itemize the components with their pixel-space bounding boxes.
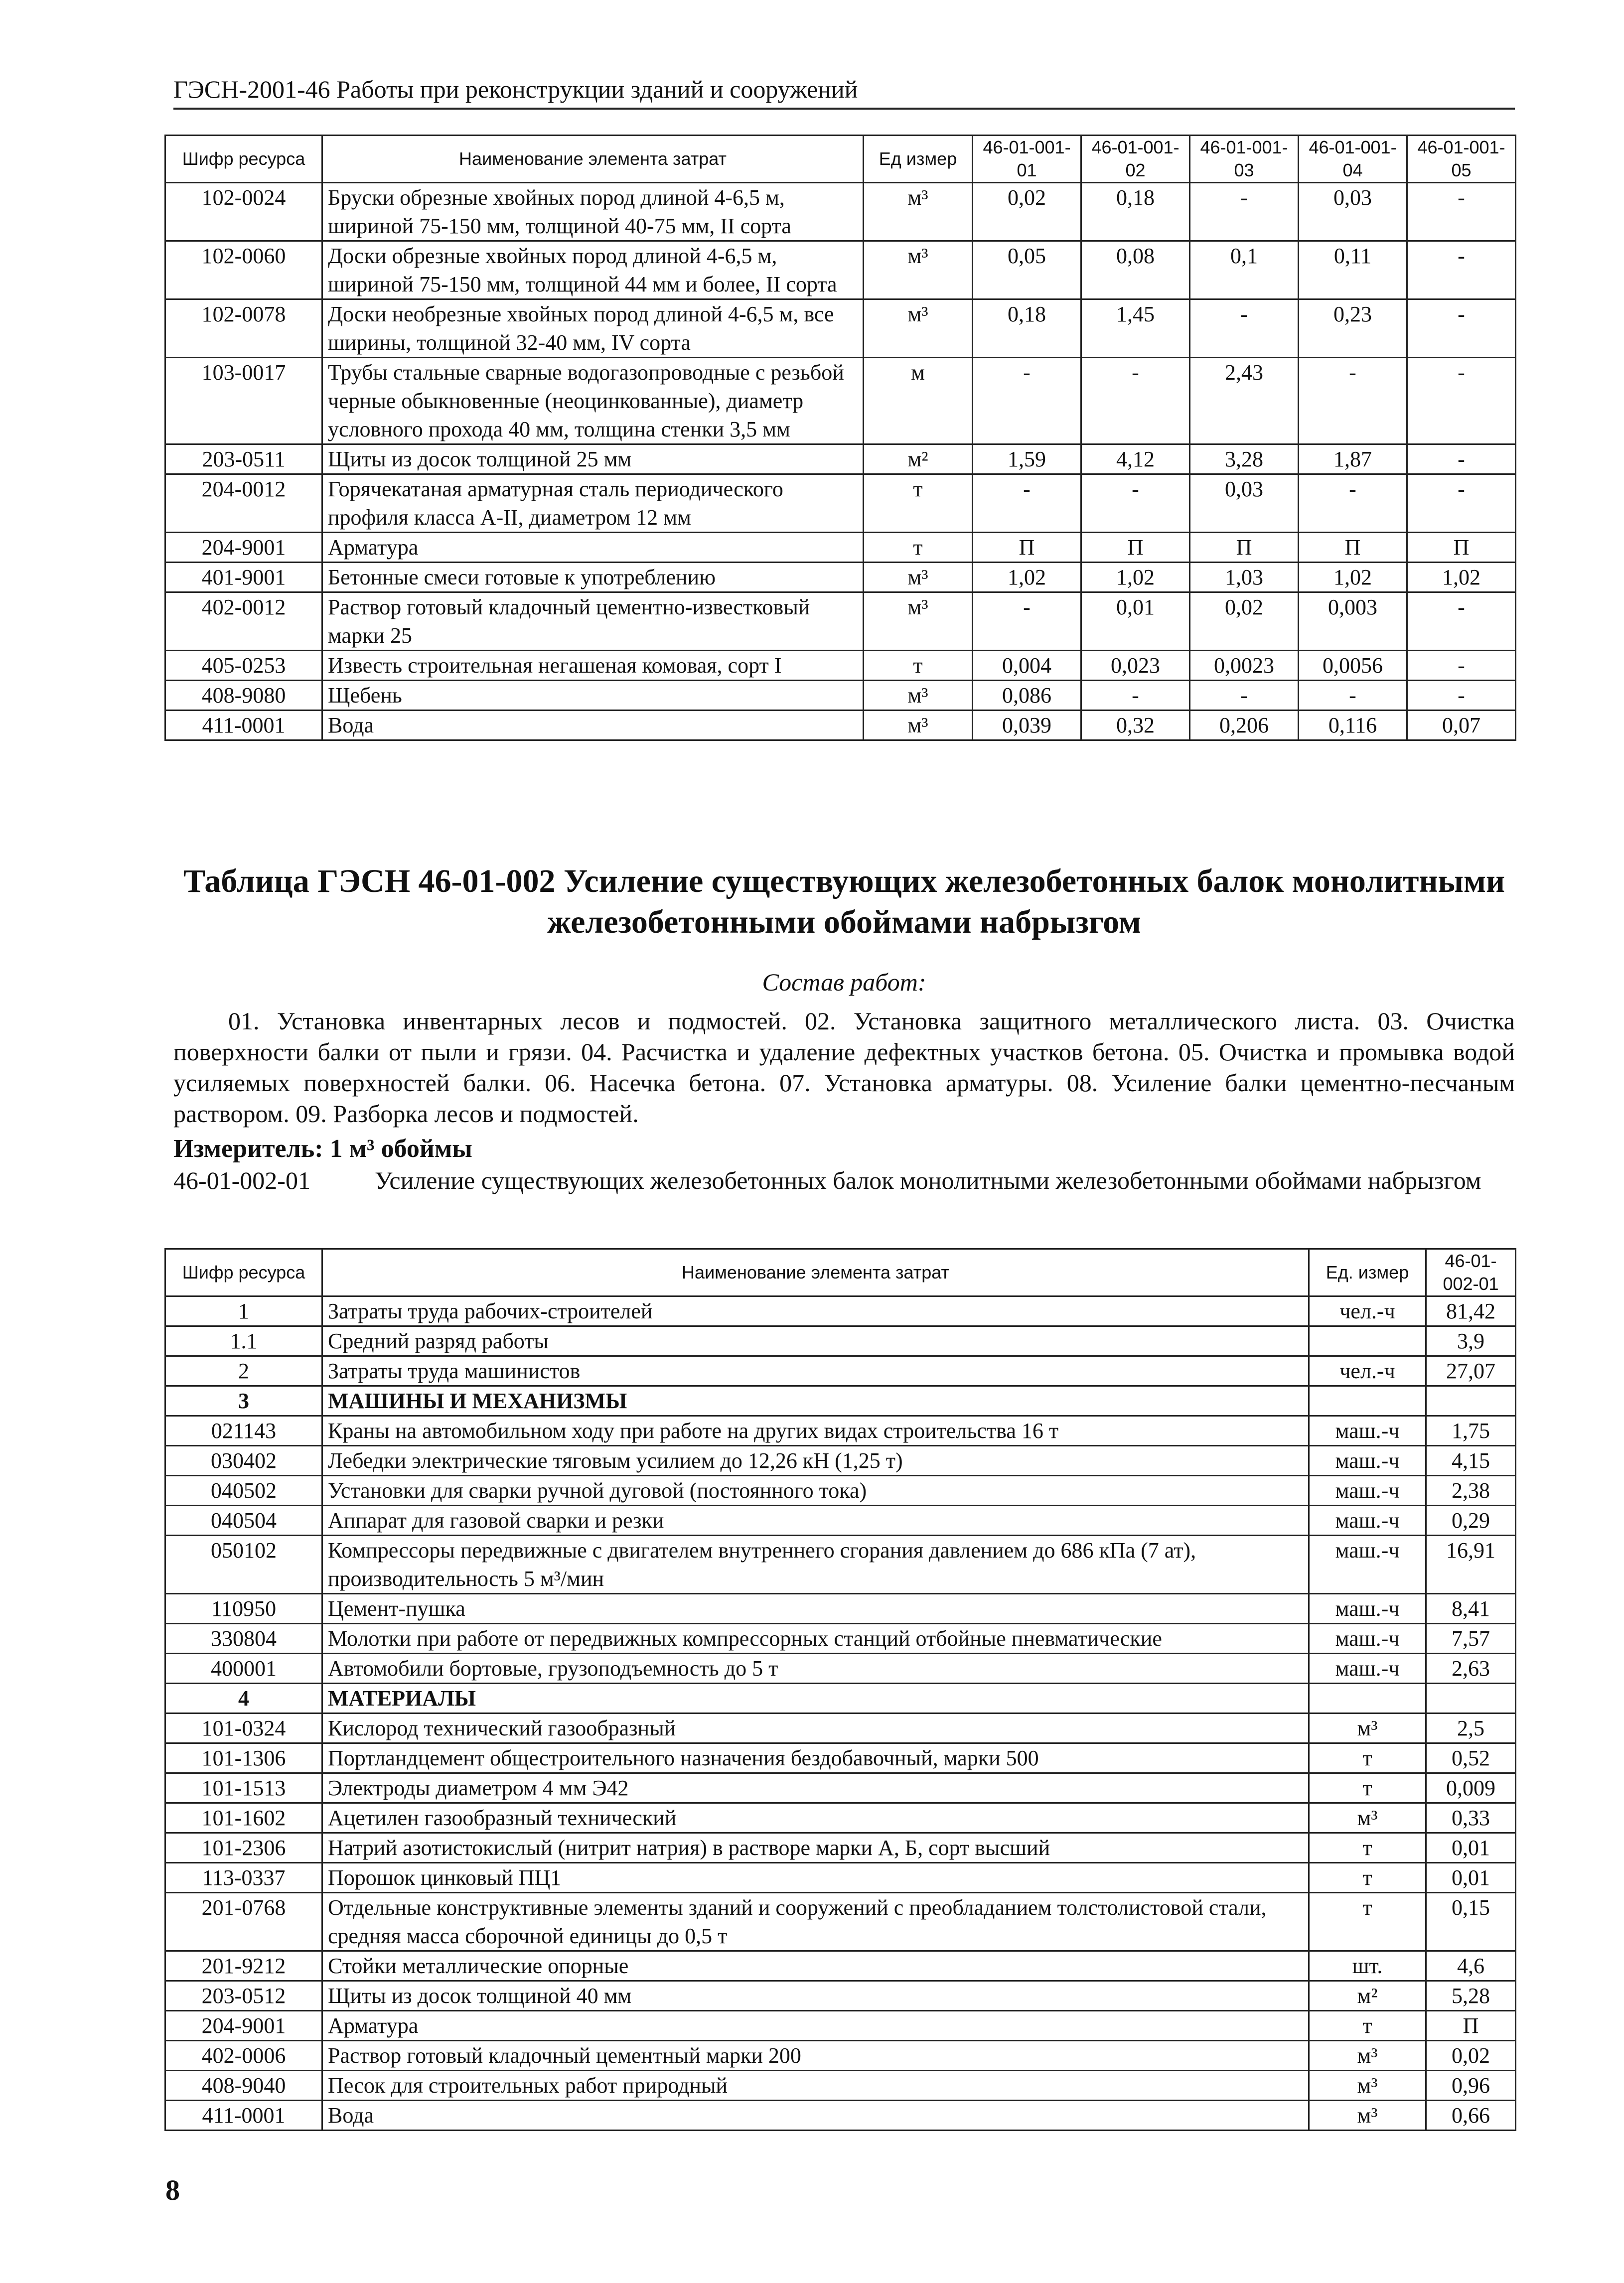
resource-unit: маш.-ч [1309,1476,1426,1506]
resource-value: 0,039 [973,711,1081,740]
resource-value: - [1081,681,1190,711]
header-col: 46-01-001-03 [1190,136,1299,183]
resource-value: 16,91 [1426,1536,1516,1594]
section-row [165,1386,1516,1416]
resource-code: 402-0006 [165,2041,322,2071]
resource-name: Лебедки электрические тяговым усилием до 12,26 кН (1,25 т) [322,1446,1309,1476]
table-row [165,1833,1516,1863]
norm-name: Усиление существующих железобетонных балок монолитными железобетонными обоймами набрызгом [375,1166,1481,1194]
resource-value: 2,5 [1426,1713,1516,1743]
resource-value: 0,1 [1190,241,1299,299]
resource-code: 030402 [165,1446,322,1476]
table-row [165,1296,1516,1326]
resource-unit: м³ [1309,2101,1426,2131]
resource-value: 0,96 [1426,2071,1516,2101]
header-name: Наименование элемента затрат [322,136,864,183]
resource-value: 0,07 [1407,711,1516,740]
table-row [165,474,1516,533]
table-row [165,358,1516,444]
resource-code: 103-0017 [165,358,322,444]
resource-name: Стойки металлические опорные [322,1951,1309,1981]
resource-value: - [1407,358,1516,444]
resource-value: 0,116 [1299,711,1407,740]
resource-code: 1.1 [165,1326,322,1356]
resource-code: 101-1513 [165,1773,322,1803]
resource-value: - [1299,681,1407,711]
resource-value: 0,05 [973,241,1081,299]
resource-code: 3 [165,1386,322,1416]
table-row [165,1803,1516,1833]
resource-value: 1,59 [973,444,1081,474]
resource-value: - [1081,474,1190,533]
resource-name: Доски необрезные хвойных пород длиной 4-6,5 м, все ширины, толщиной 32-40 мм, IV сорта [322,299,864,358]
resource-name: Щиты из досок толщиной 25 мм [322,444,864,474]
resource-name: МАТЕРИАЛЫ [322,1684,1309,1713]
resource-unit: шт. [1309,1951,1426,1981]
resource-code: 050102 [165,1536,322,1594]
table-header-row [165,136,1516,183]
resource-value: 8,41 [1426,1594,1516,1624]
resource-value: - [1299,474,1407,533]
resource-name: Порошок цинковый ПЦ1 [322,1863,1309,1893]
resource-value: 0,004 [973,651,1081,681]
resource-table-002 [164,1248,1516,2131]
resource-value: 0,03 [1190,474,1299,533]
resource-code: 101-0324 [165,1713,322,1743]
resource-value: 0,02 [1426,2041,1516,2071]
resource-name: Краны на автомобильном ходу при работе на других видах строительства 16 т [322,1416,1309,1446]
header-code: Шифр ресурса [165,136,322,183]
resource-name: Горячекатаная арматурная сталь периодического профиля класса А-II, диаметром 12 мм [322,474,864,533]
resource-name: Компрессоры передвижные с двигателем внутреннего сгорания давлением до 686 кПа (7 ат), производительность 5 м³/мин [322,1536,1309,1594]
resource-name: Песок для строительных работ природный [322,2071,1309,2101]
resource-value: - [1081,358,1190,444]
resource-value: 0,18 [973,299,1081,358]
resource-unit: м² [1309,1981,1426,2011]
resource-value: 0,52 [1426,1743,1516,1773]
resource-value: 0,0023 [1190,651,1299,681]
resource-name: Арматура [322,2011,1309,2041]
resource-value: 1,03 [1190,563,1299,592]
resource-unit: м³ [864,681,973,711]
resource-value: - [1407,651,1516,681]
resource-value: П [973,533,1081,563]
resource-name: Бруски обрезные хвойных пород длиной 4-6,5 м, шириной 75-150 мм, толщиной 40-75 мм, II сорта [322,183,864,241]
table-row [165,1356,1516,1386]
resource-code: 330804 [165,1624,322,1654]
header-col: 46-01-001-04 [1299,136,1407,183]
resource-value: - [1190,681,1299,711]
table-row [165,1951,1516,1981]
table-row [165,2071,1516,2101]
resource-name: Ацетилен газообразный технический [322,1803,1309,1833]
resource-value: - [973,592,1081,651]
resource-value: 0,32 [1081,711,1190,740]
resource-unit: т [864,533,973,563]
table-row [165,1594,1516,1624]
resource-unit: м³ [864,299,973,358]
resource-name: Затраты труда машинистов [322,1356,1309,1386]
resource-unit: м [864,358,973,444]
resource-value: 0,33 [1426,1803,1516,1833]
resource-code: 1 [165,1296,322,1326]
resource-name: Бетонные смеси готовые к употреблению [322,563,864,592]
resource-unit: м³ [864,592,973,651]
resource-code: 204-9001 [165,2011,322,2041]
resource-code: 408-9080 [165,681,322,711]
page-number: 8 [165,2174,180,2206]
resource-value: 4,15 [1426,1446,1516,1476]
resource-value: 0,29 [1426,1506,1516,1536]
resource-code: 101-2306 [165,1833,322,1863]
resource-value: 1,02 [1407,563,1516,592]
resource-code: 201-9212 [165,1951,322,1981]
resource-name: Раствор готовый кладочный цементный марки 200 [322,2041,1309,2071]
resource-name: Раствор готовый кладочный цементно-известковый марки 25 [322,592,864,651]
resource-unit: т [1309,1743,1426,1773]
resource-unit: маш.-ч [1309,1654,1426,1684]
table-row [165,1326,1516,1356]
table-row [165,241,1516,299]
resource-unit: м³ [864,241,973,299]
table-row [165,563,1516,592]
resource-value: - [1190,183,1299,241]
resource-unit [1309,1684,1426,1713]
resource-value: 4,12 [1081,444,1190,474]
table-row [165,1446,1516,1476]
resource-value: - [1407,592,1516,651]
resource-code: 402-0012 [165,592,322,651]
resource-unit: маш.-ч [1309,1416,1426,1446]
table-header-row [165,1249,1516,1296]
resource-code: 204-0012 [165,474,322,533]
resource-value [1426,1386,1516,1416]
resource-value: - [973,358,1081,444]
resource-name: Установки для сварки ручной дуговой (постоянного тока) [322,1476,1309,1506]
table-row [165,1863,1516,1893]
resource-name: Известь строительная негашеная комовая, сорт I [322,651,864,681]
resource-value: 1,02 [1299,563,1407,592]
resource-value: П [1407,533,1516,563]
resource-unit [1309,1386,1426,1416]
resource-name: Вода [322,2101,1309,2131]
resource-table-001 [164,135,1516,741]
table-row [165,681,1516,711]
resource-unit: м³ [1309,1803,1426,1833]
resource-code: 408-9040 [165,2071,322,2101]
resource-value: 1,87 [1299,444,1407,474]
resource-value: 0,03 [1299,183,1407,241]
resource-value: 0,01 [1426,1833,1516,1863]
resource-name: МАШИНЫ И МЕХАНИЗМЫ [322,1386,1309,1416]
norm-code: 46-01-002-01 [173,1166,310,1194]
resource-value: 0,003 [1299,592,1407,651]
resource-value: 4,6 [1426,1951,1516,1981]
resource-name: Электроды диаметром 4 мм Э42 [322,1773,1309,1803]
resource-name: Молотки при работе от передвижных компрессорных станций отбойные пневматические [322,1624,1309,1654]
resource-code: 203-0512 [165,1981,322,2011]
resource-value: 0,0056 [1299,651,1407,681]
resource-name: Щебень [322,681,864,711]
table-row [165,1506,1516,1536]
resource-unit: маш.-ч [1309,1446,1426,1476]
resource-code: 400001 [165,1654,322,1684]
resource-value: 0,66 [1426,2101,1516,2131]
resource-unit: маш.-ч [1309,1506,1426,1536]
table-row [165,1893,1516,1951]
resource-code: 102-0024 [165,183,322,241]
resource-name: Натрий азотистокислый (нитрит натрия) в растворе марки А, Б, сорт высший [322,1833,1309,1863]
resource-value: 3,28 [1190,444,1299,474]
table-row [165,1981,1516,2011]
resource-unit: м³ [1309,2041,1426,2071]
resource-value: 1,02 [973,563,1081,592]
resource-unit: т [1309,1833,1426,1863]
table-body [165,1296,1516,2131]
resource-value: 0,009 [1426,1773,1516,1803]
table-row [165,1476,1516,1506]
resource-unit [1309,1326,1426,1356]
resource-code: 101-1306 [165,1743,322,1773]
section-row [165,1684,1516,1713]
resource-code: 405-0253 [165,651,322,681]
resource-value: - [1407,241,1516,299]
resource-value: - [1407,681,1516,711]
resource-code: 040502 [165,1476,322,1506]
resource-value [1426,1684,1516,1713]
resource-value: - [1407,299,1516,358]
table-row [165,533,1516,563]
resource-value: 1,75 [1426,1416,1516,1446]
resource-code: 411-0001 [165,2101,322,2131]
resource-value: П [1426,2011,1516,2041]
resource-code: 401-9001 [165,563,322,592]
resource-name: Автомобили бортовые, грузоподъемность до 5 т [322,1654,1309,1684]
table-row [165,1743,1516,1773]
table-body [165,183,1516,740]
resource-code: 4 [165,1684,322,1713]
table-row [165,2011,1516,2041]
header-name: Наименование элемента затрат [322,1249,1309,1296]
table-row [165,1416,1516,1446]
resource-name: Щиты из досок толщиной 40 мм [322,1981,1309,2011]
table-row [165,444,1516,474]
resource-name: Затраты труда рабочих-строителей [322,1296,1309,1326]
resource-code: 204-9001 [165,533,322,563]
resource-code: 113-0337 [165,1863,322,1893]
resource-unit: чел.-ч [1309,1356,1426,1386]
table-row [165,1536,1516,1594]
resource-value: 2,43 [1190,358,1299,444]
resource-value: 0,18 [1081,183,1190,241]
resource-value: 1,02 [1081,563,1190,592]
table-row [165,592,1516,651]
resource-value: 27,07 [1426,1356,1516,1386]
resource-code: 040504 [165,1506,322,1536]
resource-value: 3,9 [1426,1326,1516,1356]
resource-value: П [1299,533,1407,563]
resource-unit: маш.-ч [1309,1594,1426,1624]
table-row [165,2101,1516,2131]
resource-unit: м³ [1309,1713,1426,1743]
header-col: 46-01-001-01 [973,136,1081,183]
resource-code: 201-0768 [165,1893,322,1951]
resource-code: 101-1602 [165,1803,322,1833]
resource-value: 0,02 [973,183,1081,241]
resource-name: Кислород технический газообразный [322,1713,1309,1743]
composition-text: 01. Установка инвентарных лесов и подмостей. 02. Установка защитного металлического листа. 03. Очистка поверхности балки от пыли и грязи. 04. Расчистка и удаление дефектных участков бетона. 05. Очистка и промывка водой усиляемых поверхностей балки. 06. Насечка бетона. 07. Установка арматуры. 08. Усиление балки цементно-песчаным раствором. 09. Разборка лесов и подмостей. [173,1007,1515,1128]
resource-unit: маш.-ч [1309,1624,1426,1654]
resource-value: 1,45 [1081,299,1190,358]
resource-name: Средний разряд работы [322,1326,1309,1356]
table-row [165,711,1516,740]
table-row [165,183,1516,241]
resource-name: Арматура [322,533,864,563]
resource-value: 0,086 [973,681,1081,711]
header-col: 46-01-002-01 [1426,1249,1516,1296]
header-unit: Ед. измер [1309,1249,1426,1296]
resource-name: Портландцемент общестроительного назначения бездобавочный, марки 500 [322,1743,1309,1773]
resource-value: 0,23 [1299,299,1407,358]
resource-code: 102-0078 [165,299,322,358]
composition-label: Состав работ: [762,968,926,996]
resource-name: Аппарат для газовой сварки и резки [322,1506,1309,1536]
resource-code: 411-0001 [165,711,322,740]
resource-value: - [1190,299,1299,358]
header-code: Шифр ресурса [165,1249,322,1296]
running-header: ГЭСН-2001-46 Работы при реконструкции зданий и сооружений [173,74,1515,110]
table-row [165,1713,1516,1743]
resource-value: 0,01 [1081,592,1190,651]
resource-name: Доски обрезные хвойных пород длиной 4-6,5 м, шириной 75-150 мм, толщиной 44 мм и более, II сорта [322,241,864,299]
resource-unit: м³ [864,183,973,241]
resource-unit: т [1309,2011,1426,2041]
resource-value: - [1407,444,1516,474]
resource-value: П [1081,533,1190,563]
resource-value: - [1407,183,1516,241]
resource-value: 5,28 [1426,1981,1516,2011]
resource-value: 0,206 [1190,711,1299,740]
resource-value: 0,15 [1426,1893,1516,1951]
resource-value: 81,42 [1426,1296,1516,1326]
resource-unit: т [1309,1863,1426,1893]
resource-unit: м² [864,444,973,474]
resource-unit: м³ [864,563,973,592]
table-row [165,2041,1516,2071]
resource-unit: т [864,651,973,681]
resource-name: Трубы стальные сварные водогазопроводные с резьбой черные обыкновенные (неоцинкованные), диаметр условного прохода 40 мм, толщина стенки 3,5 мм [322,358,864,444]
table-row [165,651,1516,681]
resource-unit: т [1309,1773,1426,1803]
resource-name: Вода [322,711,864,740]
table-row [165,1773,1516,1803]
resource-unit: чел.-ч [1309,1296,1426,1326]
resource-name: Отдельные конструктивные элементы зданий и сооружений с преобладанием толстолистовой стали, средняя масса сборочной единицы до 0,5 т [322,1893,1309,1951]
resource-value: - [973,474,1081,533]
resource-value: 0,023 [1081,651,1190,681]
header-unit: Ед измер [864,136,973,183]
header-col: 46-01-001-02 [1081,136,1190,183]
resource-code: 021143 [165,1416,322,1446]
resource-value: - [1407,474,1516,533]
resource-code: 203-0511 [165,444,322,474]
section-title: Таблица ГЭСН 46-01-002 Усиление существующих железобетонных балок монолитными железобетонными обоймами набрызгом [183,863,1505,940]
resource-value: 7,57 [1426,1624,1516,1654]
header-col: 46-01-001-05 [1407,136,1516,183]
resource-value: П [1190,533,1299,563]
resource-unit: маш.-ч [1309,1536,1426,1594]
resource-value: 2,63 [1426,1654,1516,1684]
resource-value: 2,38 [1426,1476,1516,1506]
resource-value: 0,08 [1081,241,1190,299]
resource-unit: м³ [864,711,973,740]
table-row [165,1624,1516,1654]
resource-code: 110950 [165,1594,322,1624]
table-row [165,299,1516,358]
resource-value: 0,02 [1190,592,1299,651]
resource-unit: м³ [1309,2071,1426,2101]
resource-value: 0,01 [1426,1863,1516,1893]
resource-value: - [1299,358,1407,444]
resource-code: 102-0060 [165,241,322,299]
table-row [165,1654,1516,1684]
resource-name: Цемент-пушка [322,1594,1309,1624]
resource-unit: т [864,474,973,533]
resource-unit: т [1309,1893,1426,1951]
measurer: Измеритель: 1 м³ обоймы [173,1135,472,1163]
resource-code: 2 [165,1356,322,1386]
resource-value: 0,11 [1299,241,1407,299]
